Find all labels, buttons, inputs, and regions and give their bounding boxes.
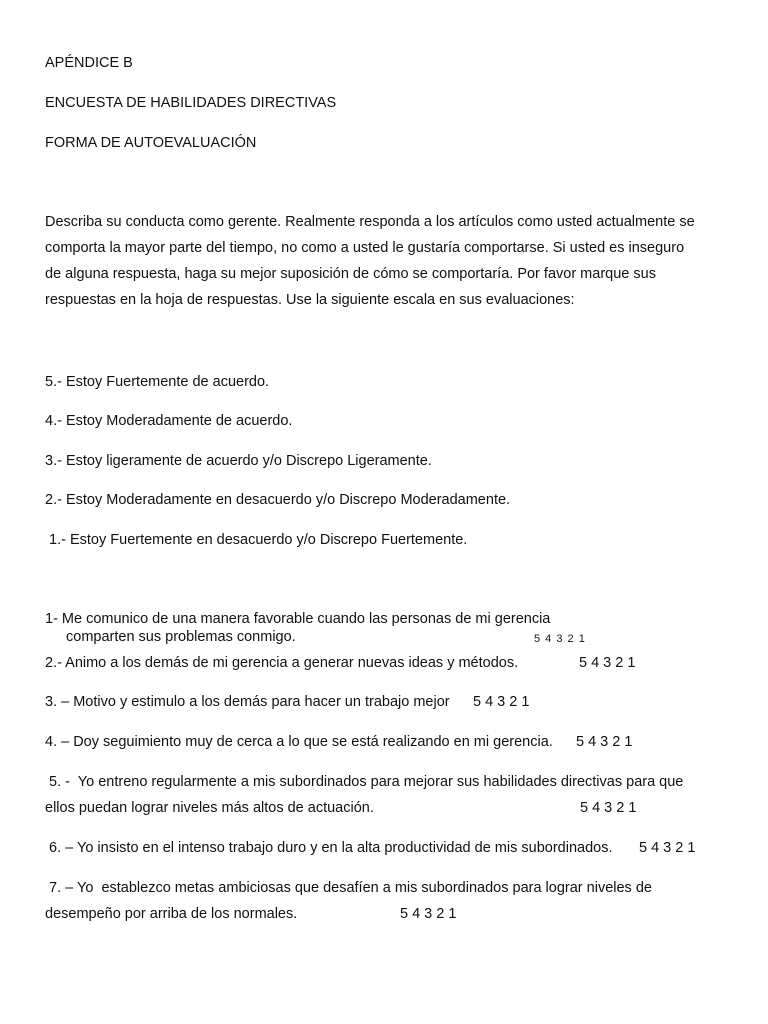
scale-item-2: 2.- Estoy Moderadamente en desacuerdo y/o Discrepo Moderadamente. xyxy=(45,492,511,508)
instructions-line: de alguna respuesta, haga su mejor suposición de cómo se comportaría. Por favor marque sus xyxy=(45,266,656,282)
rating-scale[interactable]: 5 4 3 2 1 xyxy=(639,840,696,856)
survey-item-text: comparten sus problemas conmigo. xyxy=(66,629,296,645)
survey-item-text: 3. – Motivo y estimulo a los demás para hacer un trabajo mejor xyxy=(45,694,450,710)
survey-item-text: desempeño por arriba de los normales. xyxy=(45,906,298,922)
survey-item-text: 4. – Doy seguimiento muy de cerca a lo que se está realizando en mi gerencia. xyxy=(45,734,553,750)
survey-item-text: 1- Me comunico de una manera favorable cuando las personas de mi gerencia xyxy=(45,611,551,627)
instructions-line: comporta la mayor parte del tiempo, no como a usted le gustaría comportarse. Si usted es inseguro xyxy=(45,240,685,256)
rating-scale[interactable]: 5 4 3 2 1 xyxy=(579,655,636,671)
survey-item-text: 2.- Animo a los demás de mi gerencia a generar nuevas ideas y métodos. xyxy=(45,655,519,671)
survey-item-text: 5. - Yo entreno regularmente a mis subordinados para mejorar sus habilidades directivas para que xyxy=(45,774,684,790)
survey-title: ENCUESTA DE HABILIDADES DIRECTIVAS xyxy=(45,95,337,111)
rating-scale[interactable]: 5 4 3 2 1 xyxy=(534,633,586,645)
scale-item-5: 5.- Estoy Fuertemente de acuerdo. xyxy=(45,374,270,390)
survey-item-text: ellos puedan lograr niveles más altos de actuación. xyxy=(45,800,374,816)
scale-item-1: 1.- Estoy Fuertemente en desacuerdo y/o Discrepo Fuertemente. xyxy=(45,532,468,548)
scale-item-4: 4.- Estoy Moderadamente de acuerdo. xyxy=(45,413,293,429)
scale-item-3: 3.- Estoy ligeramente de acuerdo y/o Discrepo Ligeramente. xyxy=(45,453,432,469)
survey-item-text: 6. – Yo insisto en el intenso trabajo duro y en la alta productividad de mis subordinados. xyxy=(45,840,613,856)
instructions-line: Describa su conducta como gerente. Realmente responda a los artículos como usted actualmente se xyxy=(45,214,695,230)
rating-scale[interactable]: 5 4 3 2 1 xyxy=(473,694,530,710)
appendix-heading: APÉNDICE B xyxy=(45,55,133,71)
rating-scale[interactable]: 5 4 3 2 1 xyxy=(576,734,633,750)
rating-scale[interactable]: 5 4 3 2 1 xyxy=(400,906,457,922)
survey-item-text: 7. – Yo establezco metas ambiciosas que desafíen a mis subordinados para lograr niveles de xyxy=(45,880,652,896)
rating-scale[interactable]: 5 4 3 2 1 xyxy=(580,800,637,816)
instructions-line: respuestas en la hoja de respuestas. Use la siguiente escala en sus evaluaciones: xyxy=(45,292,575,308)
form-title: FORMA DE AUTOEVALUACIÓN xyxy=(45,135,257,151)
